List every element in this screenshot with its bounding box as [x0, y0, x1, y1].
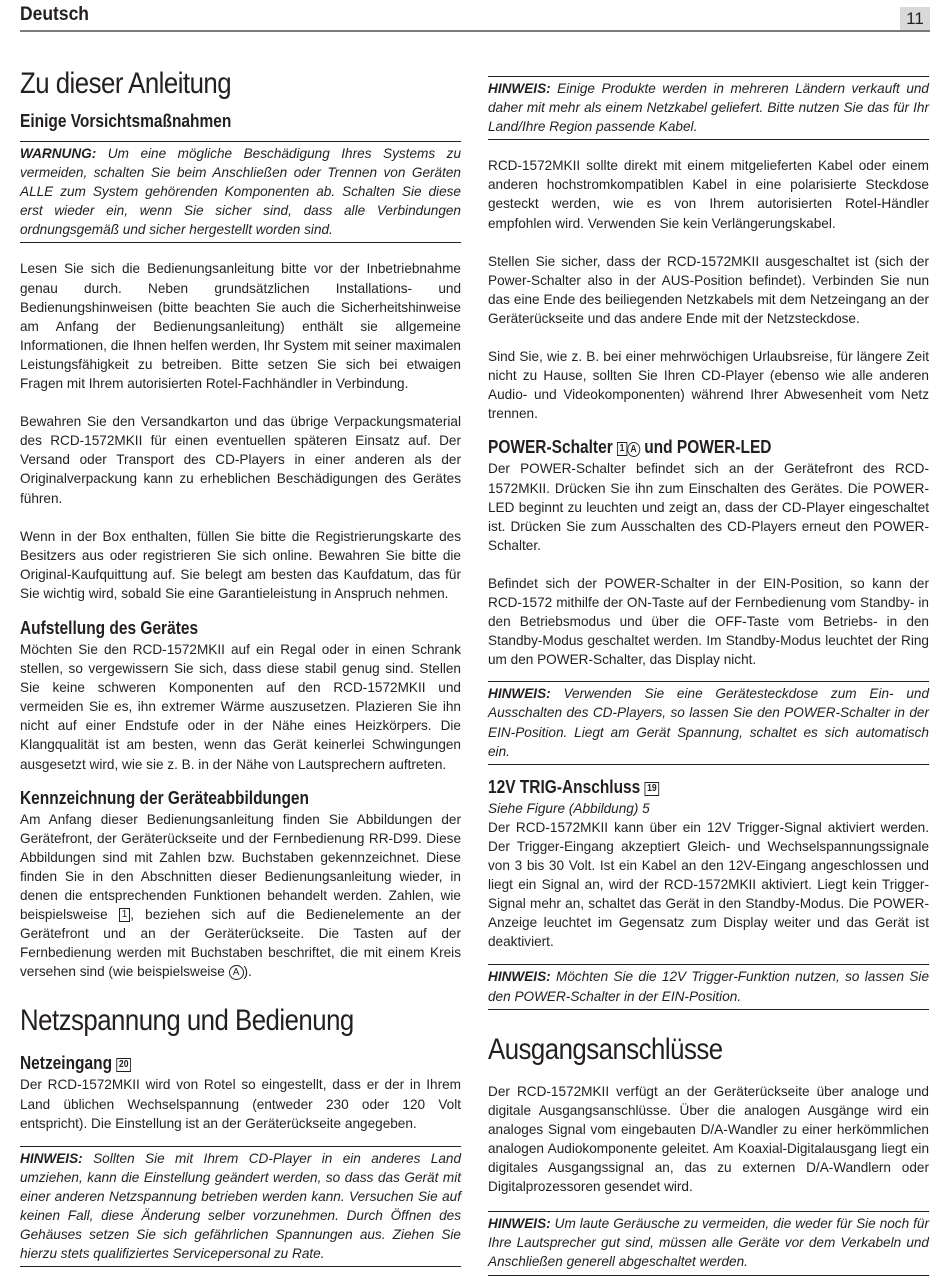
kenn-text-c: ).: [243, 964, 252, 980]
paragraph-trigger: Der RCD-1572MKII kann über ein 12V Trigger-Signal aktiviert werden. Der Trigger-Eingang akzeptiert Gleich- und Wechselspannungssignale von 3 bis 30 Volt. Ist ein Kabel an den 12V-Eingang angeschlossen und liegt ein Signal an, wird der RCD-1572MKII aktiviert. Liegt kein Trigger-Signal mehr an, schaltet das Gerät in den Standby-Modus. Die POWER-Anzeige leuchtet im Gegensatz zum Display weiter und das Gerät ist deaktiviert.: [488, 819, 929, 950]
paragraph-abwesenheit: Sind Sie, wie z. B. bei einer mehrwöchigen Urlaubsreise, für längere Zeit nicht zu Hause, sollten Sie Ihren CD-Player (ebenso wie alle anderen Audio- und Videokomponenten) während Ihrer Abwesenheit vom Netz trennen.: [488, 349, 929, 422]
paragraph-power-1: Der POWER-Schalter befindet sich an der Gerätefront des RCD-1572MKII. Drücken Sie ihn zum Einschalten des Gerätes. Die POWER-LED beginnt zu leuchten und zeigt an, dass der CD-Player eingeschaltet ist. Drücken Sie zum Ausschalten des CD-Players erneut den POWER-Schalter.: [488, 461, 929, 553]
heading-trigger: [488, 775, 867, 799]
note-text: Verwenden Sie eine Gerätesteckdose zum Ein- und Ausschalten des CD-Players, so lassen Sie den POWER-Schalter in der EIN-Position. Liegt am Gerät Spannung, schaltet es sich automatisch ein.: [488, 686, 930, 759]
circled-letter-icon: A: [627, 442, 640, 457]
paragraph-aufstellung: Möchten Sie den RCD-1572MKII auf ein Regal oder in einen Schrank stellen, so vergewissern Sie sich, dass diese stabil genug sind. Stellen Sie keine schweren Komponenten auf den RCD-1572MKII und vermeiden Sie es, ihn extremer Wärme auszusetzen. Plazieren Sie ihn nicht auf einer Endstufe oder in der Nähe eines Heizkörpers. Die Klangqualität ist am besten, wenn das Gerät keinerlei Schwingungen ausgesetzt wird, wie sie z. B. in der Nähe von Lautsprechern auftreten.: [20, 641, 461, 772]
paragraph-netzeingang: Der RCD-1572MKII wird von Rotel so eingestellt, dass er der in Ihrem Land üblichen Wechselspannung (entweder 230 oder 120 Volt entspricht). Die Einstellung ist an der Geräterückseite angegeben.: [20, 1077, 461, 1131]
intro-paragraph-1: Lesen Sie sich die Bedienungsanleitung bitte vor der Inbetriebnahme genau durch. Neben grundsätzlichen Installations- und Bedienungshinweisen (bitte beachten Sie auch die Sicherheitshinweise am Anfang der Bedienungsanleitung) enthält sie allgemeine Informationen, die Ihnen helfen werden, Ihr System mit seiner maximalen Leistungsfähigkeit zu betreiben. Bitte setzen Sie sich bei etwaigen Fragen mit Ihrem autorisierten Rotel-Fachhändler in Verbindung.: [20, 261, 461, 392]
note-geraeusche: [488, 1211, 929, 1275]
paragraph-power-2: Befindet sich der POWER-Schalter in der EIN-Position, so kann der RCD-1572 mithilfe der ON-Taste auf der Fernbedienung vom Standby- in den Betriebsmodus und über die OFF-Taste vom Betriebs- in den Standby-Modus geschaltet werden. Im Standby-Modus leuchtet der Ring um den POWER-Schalter, das Display nicht.: [488, 575, 929, 668]
warning-text: Um eine mögliche Beschädigung Ihres Systems zu vermeiden, schalten Sie beim Anschließen oder Trennen von Geräten ALLE zum System gehörenden Komponenten ab. Schalten Sie diese erst wieder ein, wenn Sie sicher sind, dass alle Verbindungen ordnungsgemäß und sicher hergestellt worden sind.: [20, 146, 462, 238]
heading-kennzeichnung: Kennzeichnung der Geräteabbildungen: [20, 787, 310, 808]
paragraph-kennzeichnung: [20, 810, 461, 982]
section-title-ausgang: Ausgangsanschlüsse: [488, 1032, 723, 1066]
note-trigger: [488, 964, 929, 1009]
trigger-figure-reference: Siehe Figure (Abbildung) 5: [488, 800, 650, 816]
note-text: Möchten Sie die 12V Trigger-Funktion nutzen, so lassen Sie den POWER-Schalter in der EIN-Position.: [488, 969, 930, 1004]
intro-paragraph-2: Bewahren Sie den Versandkarton und das übrige Verpackungsmaterial des RCD-1572MKII für einen eventuellen späteren Einsatz auf. Der Versand oder Transport des CD-Players in einer anderen als der Originalverpackung kann zu erheblichen Beschädigungen des Gerätes führen.: [20, 414, 461, 506]
heading-netzeingang: [20, 1051, 399, 1075]
power-heading-b: und POWER-LED: [644, 437, 772, 458]
intro-paragraph-3: Wenn in der Box enthalten, füllen Sie bitte die Registrierungskarte des Besitzers aus oder registrieren Sie sich online. Bewahren Sie bitte die Original-Kaufquittung auf. Sie belegt am besten das Kaufdatum, das für Sie wichtig wird, sobald Sie eine Garantieleistung in Anspruch nehmen.: [20, 528, 461, 601]
header-language: Deutsch: [20, 4, 89, 25]
kenn-text-a: Am Anfang dieser Bedienungsanleitung finden Sie Abbildungen der Gerätefront, der Geräterückseite und der Fernbedienung RR-D99. Diese Abbildungen sind mit Zahlen bzw. Buchstaben gekennzeichnet. Diese finden Sie in den Abschnitten dieser Bedienungsanleitung wieder, in denen die entsprechenden Funktionen behandelt werden. Zahlen, wie beispielsweise: [20, 811, 461, 923]
section-title-about: Zu dieser Anleitung: [20, 67, 232, 100]
kenn-text-b: , beziehen sich auf die Bedienelemente an der Gerätefront und an der Geräterückseite. Die Tasten auf der Fernbedienung werden mit Buchstaben beschriftet, die mit einem Kreis versehen sind (wie beispielsweise: [20, 907, 461, 980]
note-text: Um laute Geräusche zu vermeiden, die weder für Sie noch für Ihre Lautsprecher gut sind, müssen alle Geräte vor dem Verkabeln und Anschließen generell abgeschaltet werden.: [488, 1216, 929, 1270]
note-netzspannung: [20, 1146, 461, 1268]
header-rule: [20, 30, 930, 32]
warning-label: WARNUNG:: [20, 146, 97, 161]
paragraph-ausgang: Der RCD-1572MKII verfügt an der Geräterückseite über analoge und digitale Ausgangsanschlüsse. Über die analogen Ausgänge wird ein analoges Signal vom eingebauten D/A-Wandler zu einer herkömmlichen analogen Audiokomponente geleitet. Am Koaxial-Digitalausgang liegt ein digitales Ausgangssignal an, das zu externen D/A-Wandlern oder Digitalprozessoren gesendet wird.: [488, 1083, 929, 1195]
warning-note: [20, 141, 461, 243]
number-box-icon: 1: [119, 908, 131, 922]
note-label: HINWEIS:: [488, 686, 551, 702]
number-box-icon: 20: [116, 1058, 131, 1072]
heading-aufstellung: Aufstellung des Gerätes: [20, 617, 199, 638]
note-label: HINWEIS:: [20, 1150, 83, 1166]
netzeingang-label: Netzeingang: [20, 1053, 113, 1074]
section-title-netzspannung: Netzspannung und Bedienung: [20, 1004, 354, 1038]
number-box-icon: 19: [645, 782, 660, 796]
note-netzkabel: [488, 76, 929, 140]
note-label: HINWEIS:: [488, 81, 551, 96]
number-box-icon: 1: [617, 442, 627, 456]
note-label: HINWEIS:: [488, 969, 551, 985]
paragraph-anschluss: Stellen Sie sicher, dass der RCD-1572MKII ausgeschaltet ist (sich der Power-Schalter also in der AUS-Position befindet). Verbinden Sie nun das eine Ende des beiliegenden Netzkabels mit dem Netzeingang an der Geräterückseite und das andere Ende mit der Netzsteckdose.: [488, 253, 929, 326]
note-text: Sollten Sie mit Ihrem CD-Player in ein anderes Land umziehen, kann die Einstellung geändert werden, so dass das Gerät mit einer anderen Netzspannung betrieben werden kann. Versuchen Sie auf keinen Fall, diese Änderung selber vorzunehmen. Durch Öffnen des Gehäuses setzen Sie sich gefährlichen Spannungen aus. Ziehen Sie hierzu stets qualifiziertes Servicepersonal zu Rate.: [20, 1150, 461, 1262]
left-column: [20, 58, 461, 1267]
note-geraetesteckdose: [488, 681, 929, 764]
note-text: Einige Produkte werden in mehreren Ländern verkauft und daher mit mehr als einem Netzkabel geliefert. Bitte nutzen Sie das für Ihr Land/Ihre Region passende Kabel.: [488, 81, 929, 135]
circled-letter-icon: A: [229, 965, 244, 980]
subtitle-precautions: Einige Vorsichtsmaßnahmen: [20, 111, 232, 131]
power-heading-a: POWER-Schalter: [488, 437, 613, 458]
paragraph-kabel: RCD-1572MKII sollte direkt mit einem mitgelieferten Kabel oder einem anderen hochstromkompatiblen Kabel in eine polarisierte Steckdose gesteckt werden, wie es von Ihrem autorisierten Rotel-Händler empfohlen wird. Verwenden Sie kein Verlängerungskabel.: [488, 158, 929, 231]
heading-power: [488, 435, 867, 459]
note-label: HINWEIS:: [488, 1216, 551, 1232]
page-number: 11: [900, 7, 930, 31]
trigger-heading-label: 12V TRIG-Anschluss: [488, 776, 641, 797]
right-column: [488, 76, 929, 1276]
